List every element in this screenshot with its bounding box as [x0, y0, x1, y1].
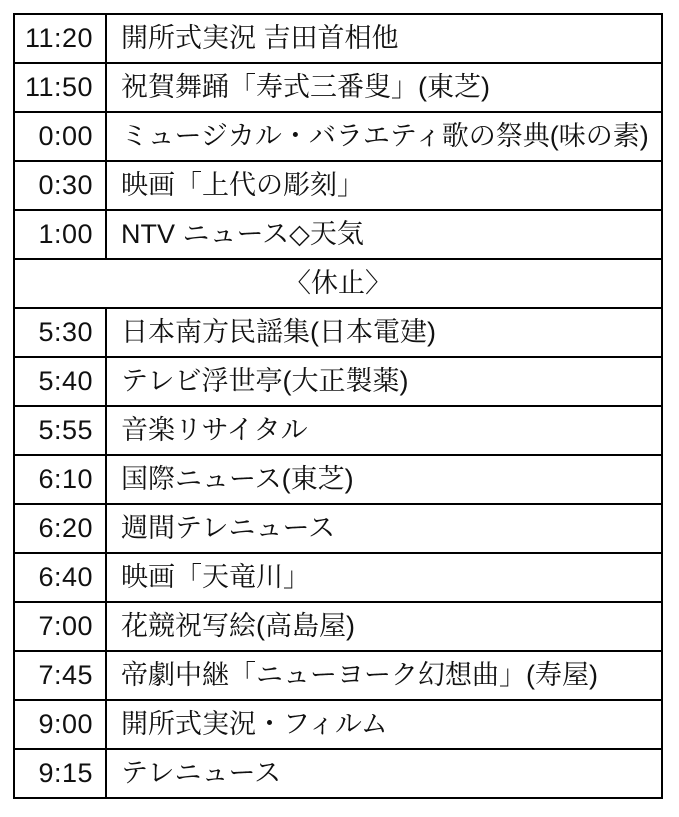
- schedule-row: [15, 64, 661, 113]
- schedule-row: [15, 750, 661, 797]
- schedule-row: [15, 701, 661, 750]
- schedule-row: [15, 407, 661, 456]
- time-cell: 9:15: [15, 750, 107, 797]
- program-title-cell: テレビ浮世亭(大正製薬): [121, 366, 409, 396]
- program-title-cell: テレニュース: [121, 758, 282, 788]
- program-title-cell: 開所式実況・フィルム: [121, 709, 388, 739]
- schedule-row: [15, 554, 661, 603]
- time-cell: 5:55: [15, 407, 107, 454]
- time-cell: 6:40: [15, 554, 107, 601]
- program-title-cell: 開所式実況 吉田首相他: [121, 23, 399, 53]
- schedule-row: [15, 456, 661, 505]
- program-title-cell: 花競祝写絵(高島屋): [121, 611, 355, 641]
- schedule-row-notice: [15, 260, 661, 309]
- schedule-row: [15, 652, 661, 701]
- program-title-cell: 帝劇中継「ニューヨーク幻想曲」(寿屋): [121, 660, 598, 690]
- time-cell: 0:30: [15, 162, 107, 209]
- schedule-row: [15, 358, 661, 407]
- time-cell: 1:00: [15, 211, 107, 258]
- schedule-row: [15, 15, 661, 64]
- schedule-row: [15, 211, 661, 260]
- schedule-row: [15, 162, 661, 211]
- program-title-cell: 音楽リサイタル: [121, 415, 308, 445]
- schedule-row: [15, 505, 661, 554]
- notice-cell: 〈休止〉: [284, 268, 392, 298]
- program-title-cell: 週間テレニュース: [121, 513, 336, 543]
- time-cell: 7:45: [15, 652, 107, 699]
- time-cell: 11:20: [15, 15, 107, 62]
- time-cell: 0:00: [15, 113, 107, 160]
- schedule-row: [15, 113, 661, 162]
- time-cell: 5:30: [15, 309, 107, 356]
- schedule-row: [15, 603, 661, 652]
- program-title-cell: 映画「天竜川」: [121, 562, 310, 592]
- time-cell: 7:00: [15, 603, 107, 650]
- program-title-cell: 映画「上代の彫刻」: [121, 170, 364, 200]
- time-cell: 9:00: [15, 701, 107, 748]
- time-cell: 11:50: [15, 64, 107, 111]
- time-cell: 6:10: [15, 456, 107, 503]
- program-title-cell: ミュージカル・バラエティ歌の祭典(味の素): [121, 121, 649, 151]
- tv-schedule-table: [13, 13, 663, 799]
- program-title-cell: 日本南方民謡集(日本電建): [121, 317, 436, 347]
- schedule-row: [15, 309, 661, 358]
- program-title-cell: 国際ニュース(東芝): [121, 464, 354, 494]
- time-cell: 5:40: [15, 358, 107, 405]
- program-title-cell: 祝賀舞踊「寿式三番叟」(東芝): [121, 72, 490, 102]
- time-cell: 6:20: [15, 505, 107, 552]
- program-title-cell: NTV ニュース◇天気: [121, 219, 364, 249]
